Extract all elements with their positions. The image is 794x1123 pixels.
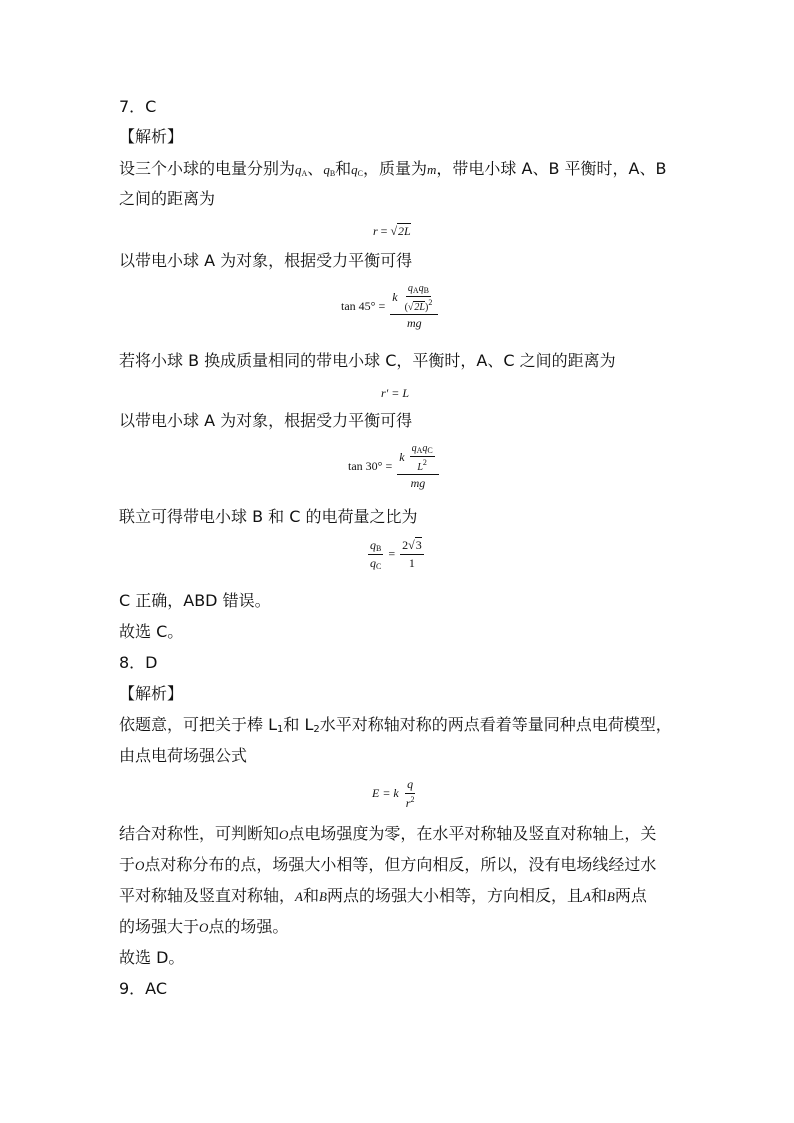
text-line-7-7: C 正确，ABD 错误。 [119,591,271,610]
text-line-8-3: 结合对称性，可判断知O点电场强度为零，在水平对称轴及竖直对称轴上，关 [119,824,657,843]
text-line-8-4: 于O点对称分布的点，场强大小相等，但方向相反，所以，没有电场线经过水 [119,855,657,874]
answer-7: 7．C [119,97,157,116]
text-line-8-7: 故选 D。 [119,948,185,967]
text-line-8-5: 平对称轴及竖直对称轴，A和B两点的场强大小相等，方向相反，且A和B两点 [119,886,647,905]
analysis-heading-8: 【解析】 [119,684,184,703]
text-line-7-1: 设三个小球的电量分别为$q_A$、$q_B$和$q_C$，质量为m，带电小球 A、B 平衡时，A、B [119,159,667,178]
equation-tan45: tan 45° = k $\frac{q_Aq_B}{(√2L)^2}$ mg [341,283,440,331]
text-line-7-4: 若将小球 B 换成质量相同的带电小球 C，平衡时，A、C 之间的距离为 [119,351,616,370]
equation-distance-ab: r = √2L [373,224,411,238]
answer-9: 9．AC [119,979,168,998]
text-line-7-2: 之间的距离为 [119,189,216,208]
text-line-8-6: 的场强大于O点的场强。 [119,917,289,936]
equation-distance-ac: r′ = L [381,386,410,400]
equation-field-strength: E = k $\frac{q}{r^2}$ [372,777,415,810]
text-line-7-3: 以带电小球 A 为对象，根据受力平衡可得 [119,251,413,270]
text-line-7-6: 联立可得带电小球 B 和 C 的电荷量之比为 [119,507,418,526]
equation-tan30: tan 30° = k $\frac{q_Aq_C}{L^2}$ mg [348,443,441,491]
text-line-7-8: 故选 C。 [119,622,184,641]
text-line-8-1: 依题意，可把关于棒 $L_1$和 $L_2$水平对称轴对称的两点看着等量同种点电荷模型， [119,715,672,735]
text-line-8-2: 由点电荷场强公式 [119,746,248,765]
answer-8: 8．D [119,653,158,672]
analysis-heading-7: 【解析】 [119,127,184,146]
text-line-7-5: 以带电小球 A 为对象，根据受力平衡可得 [119,411,413,430]
equation-charge-ratio: $\frac{q_B}{q_C}$ = $\frac{2√3}{1}$ [370,538,422,571]
